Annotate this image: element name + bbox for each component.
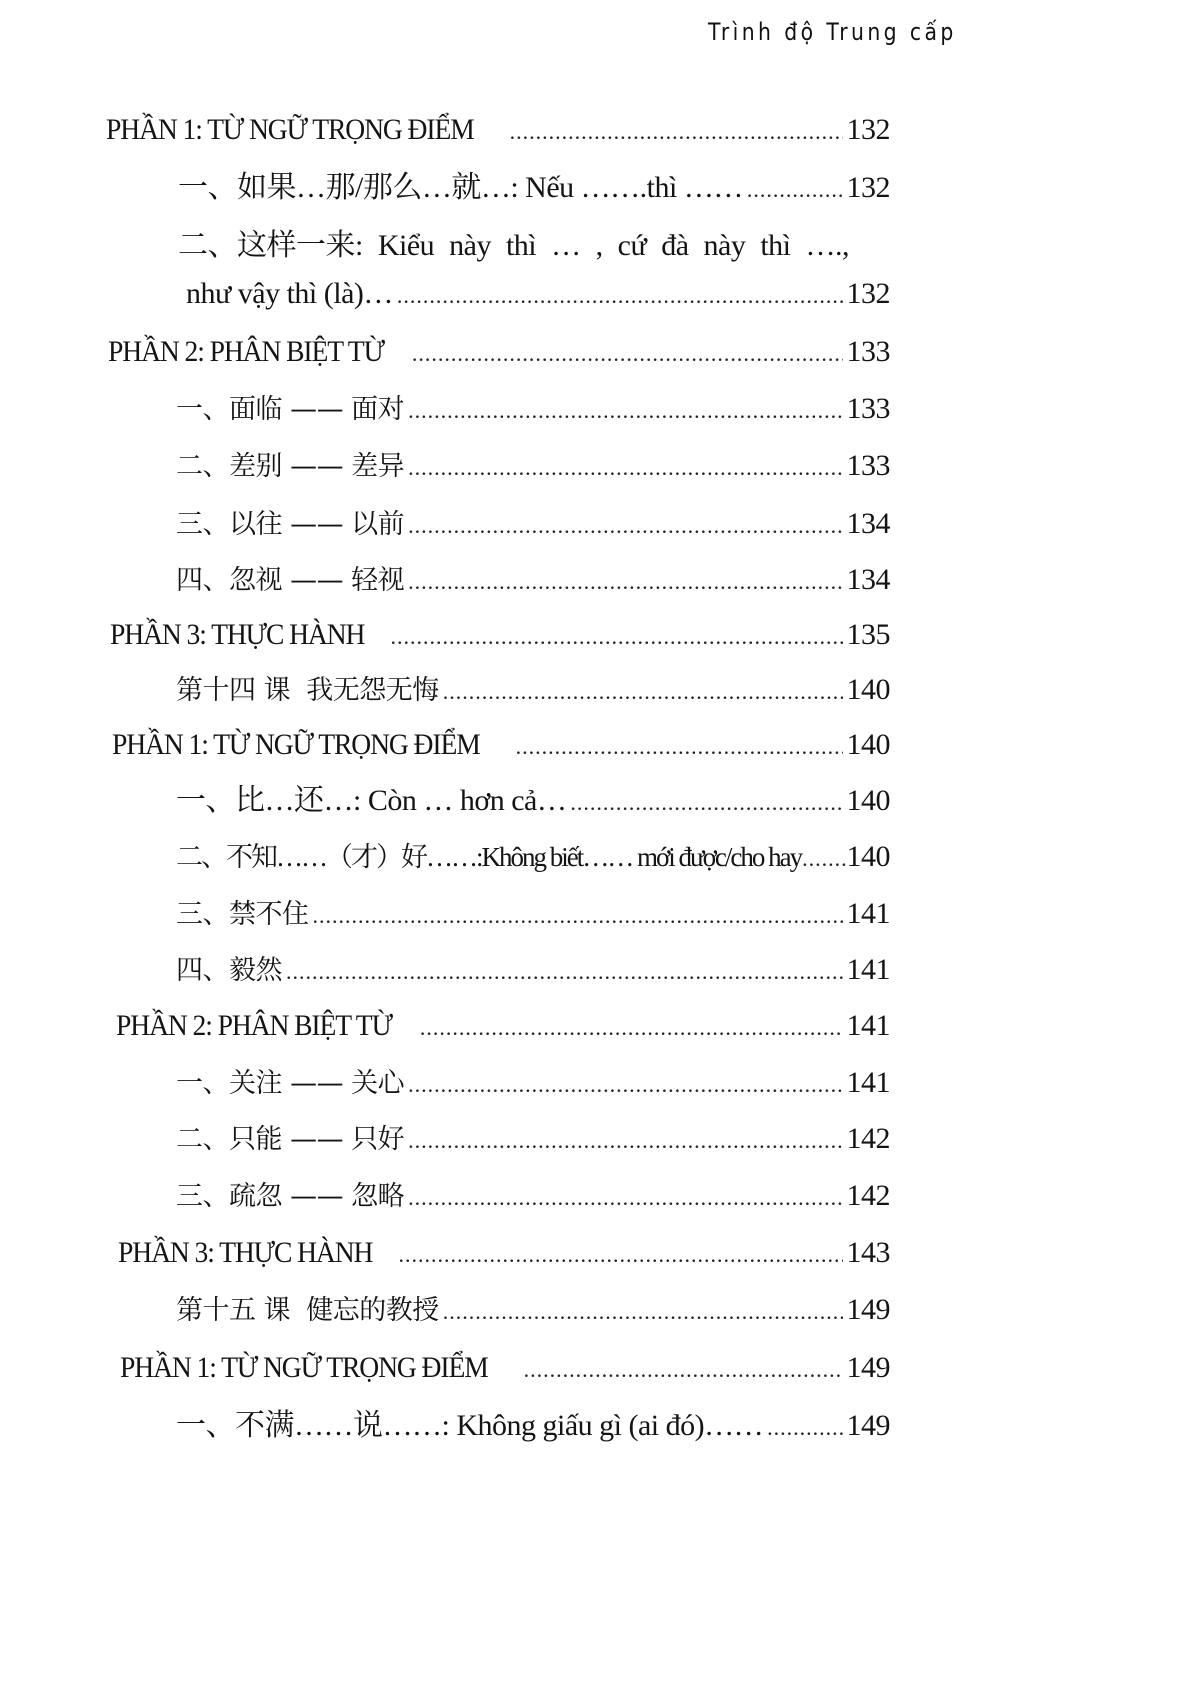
dot-leader <box>524 1352 843 1388</box>
dot-leader <box>391 619 843 655</box>
toc-entry-label: 一、面临 —— 面对 <box>176 394 405 425</box>
toc-entry-item[interactable] <box>176 952 890 990</box>
toc-page-number: 141 <box>846 897 890 930</box>
dot-leader <box>420 1010 843 1046</box>
dot-leader <box>443 1294 843 1330</box>
toc-entry-label: 一、如果…那/那么…就…: Nếu …….thì …… <box>178 171 743 204</box>
toc-page-number: 143 <box>846 1236 890 1269</box>
dot-leader <box>408 450 842 486</box>
toc-entry-section[interactable] <box>120 1350 890 1388</box>
toc-entry-lesson[interactable] <box>176 1292 890 1330</box>
dot-leader <box>443 674 843 710</box>
toc-entry-section[interactable] <box>110 617 890 655</box>
toc-entry-label: PHẦN 2: PHÂN BIỆT TỪ <box>108 335 384 368</box>
toc-entry-label: 一、不满……说……: Không giấu gì (ai đó)…… <box>176 1409 764 1442</box>
toc-entry-lesson[interactable] <box>176 672 890 710</box>
toc-entry-item[interactable] <box>178 170 890 208</box>
toc-page-number: 132 <box>846 277 890 310</box>
toc-page-number: 133 <box>846 392 890 425</box>
dot-leader <box>408 508 842 544</box>
toc-entry-label: 一、关注 —— 关心 <box>176 1068 405 1099</box>
toc-entry-item[interactable] <box>176 562 890 600</box>
toc-entry-label: PHẦN 3: THỰC HÀNH <box>118 1236 373 1269</box>
toc-page-number: 140 <box>846 728 890 761</box>
toc-entry-label: PHẦN 1: TỪ NGỮ TRỌNG ĐIỂM <box>112 728 480 761</box>
toc-entry-item[interactable] <box>176 506 890 544</box>
toc-entry-label: như vậy thì (là)… <box>186 277 393 310</box>
toc-entry-label: PHẦN 1: TỪ NGỮ TRỌNG ĐIỂM <box>106 113 474 146</box>
toc-page-number: 132 <box>846 113 890 146</box>
toc-entry-item[interactable] <box>176 391 890 429</box>
toc-entry-label: 四、毅然 <box>176 955 282 986</box>
toc-entry-label: 三、禁不住 <box>176 899 309 930</box>
toc-page-number: 135 <box>846 618 890 651</box>
toc-entry-label: 一、比…还…: Còn … hơn cả… <box>176 784 567 817</box>
toc-entry-label: 第十五 课 健忘的教授 <box>176 1295 439 1326</box>
dot-leader <box>516 729 843 765</box>
toc-page-number: 141 <box>846 953 890 986</box>
dot-leader <box>408 564 842 600</box>
toc-entry-item-continuation[interactable] <box>186 276 890 314</box>
toc-entry-section[interactable] <box>106 112 890 150</box>
toc-entry-label: PHẦN 1: TỪ NGỮ TRỌNG ĐIỂM <box>120 1351 488 1384</box>
toc-entry-item[interactable] <box>176 839 890 877</box>
toc-page-number: 134 <box>846 507 890 540</box>
toc-entry-label: 二、差别 —— 差异 <box>176 451 405 482</box>
toc-entry-label: 三、以往 —— 以前 <box>176 509 405 540</box>
toc-entry-item[interactable] <box>176 896 890 934</box>
dot-leader <box>747 172 843 208</box>
toc-page-number: 141 <box>846 1009 890 1042</box>
toc-entry-item[interactable] <box>176 783 890 821</box>
dot-leader <box>408 1123 842 1159</box>
dot-leader <box>399 1237 843 1273</box>
toc-page-number: 140 <box>846 784 890 817</box>
toc-page-number: 149 <box>846 1351 890 1384</box>
toc-entry-label: 第十四 课 我无怨无悔 <box>176 675 439 706</box>
toc-entry-label: 二、这样一来: Kiểu này thì … , cứ đà này thì …., <box>178 229 850 262</box>
toc-page-number: 133 <box>846 335 890 368</box>
toc-entry-item[interactable] <box>178 228 894 264</box>
toc-page-number: 149 <box>846 1293 890 1326</box>
toc-page-number: 142 <box>846 1122 890 1155</box>
dot-leader <box>767 1410 842 1446</box>
toc-entry-label: PHẦN 2: PHÂN BIỆT TỪ <box>116 1009 392 1042</box>
toc-entry-item[interactable] <box>176 1408 890 1446</box>
toc-page-number: 134 <box>846 563 890 596</box>
toc-entry-section[interactable] <box>118 1235 890 1273</box>
toc-page-number: 133 <box>846 449 890 482</box>
toc-page-number: 141 <box>846 1066 890 1099</box>
toc-entry-section[interactable] <box>108 334 890 372</box>
dot-leader <box>313 898 843 934</box>
dot-leader <box>408 1180 842 1216</box>
toc-entry-item[interactable] <box>176 1065 890 1103</box>
toc-entry-label: 二、只能 —— 只好 <box>176 1124 405 1155</box>
dot-leader <box>802 841 845 877</box>
toc-page-number: 142 <box>846 1179 890 1212</box>
toc-page-number: 149 <box>846 1409 890 1442</box>
toc-entry-section[interactable] <box>112 727 890 765</box>
dot-leader <box>570 785 842 821</box>
toc-page-number: 132 <box>846 171 890 204</box>
toc-page-number: 140 <box>846 673 890 706</box>
toc-entry-item[interactable] <box>176 448 890 486</box>
toc-entry-section[interactable] <box>116 1008 890 1046</box>
dot-leader <box>397 278 843 314</box>
toc-entry-label: 四、忽视 —— 轻视 <box>176 565 405 596</box>
dot-leader <box>408 1067 842 1103</box>
toc-entry-label: 二、不知……（才）好……:Không biết…… mới được/cho hay <box>176 842 802 872</box>
toc-entry-label: 三、疏忽 —— 忽略 <box>176 1181 405 1212</box>
running-header: Trình độ Trung cấp <box>708 18 957 46</box>
dot-leader <box>286 954 843 990</box>
dot-leader <box>412 336 843 372</box>
dot-leader <box>510 114 843 150</box>
toc-page-number: 140 <box>846 840 890 873</box>
dot-leader <box>408 393 842 429</box>
toc-entry-item[interactable] <box>176 1121 890 1159</box>
toc-entry-label: PHẦN 3: THỰC HÀNH <box>110 618 365 651</box>
toc-entry-item[interactable] <box>176 1178 890 1216</box>
